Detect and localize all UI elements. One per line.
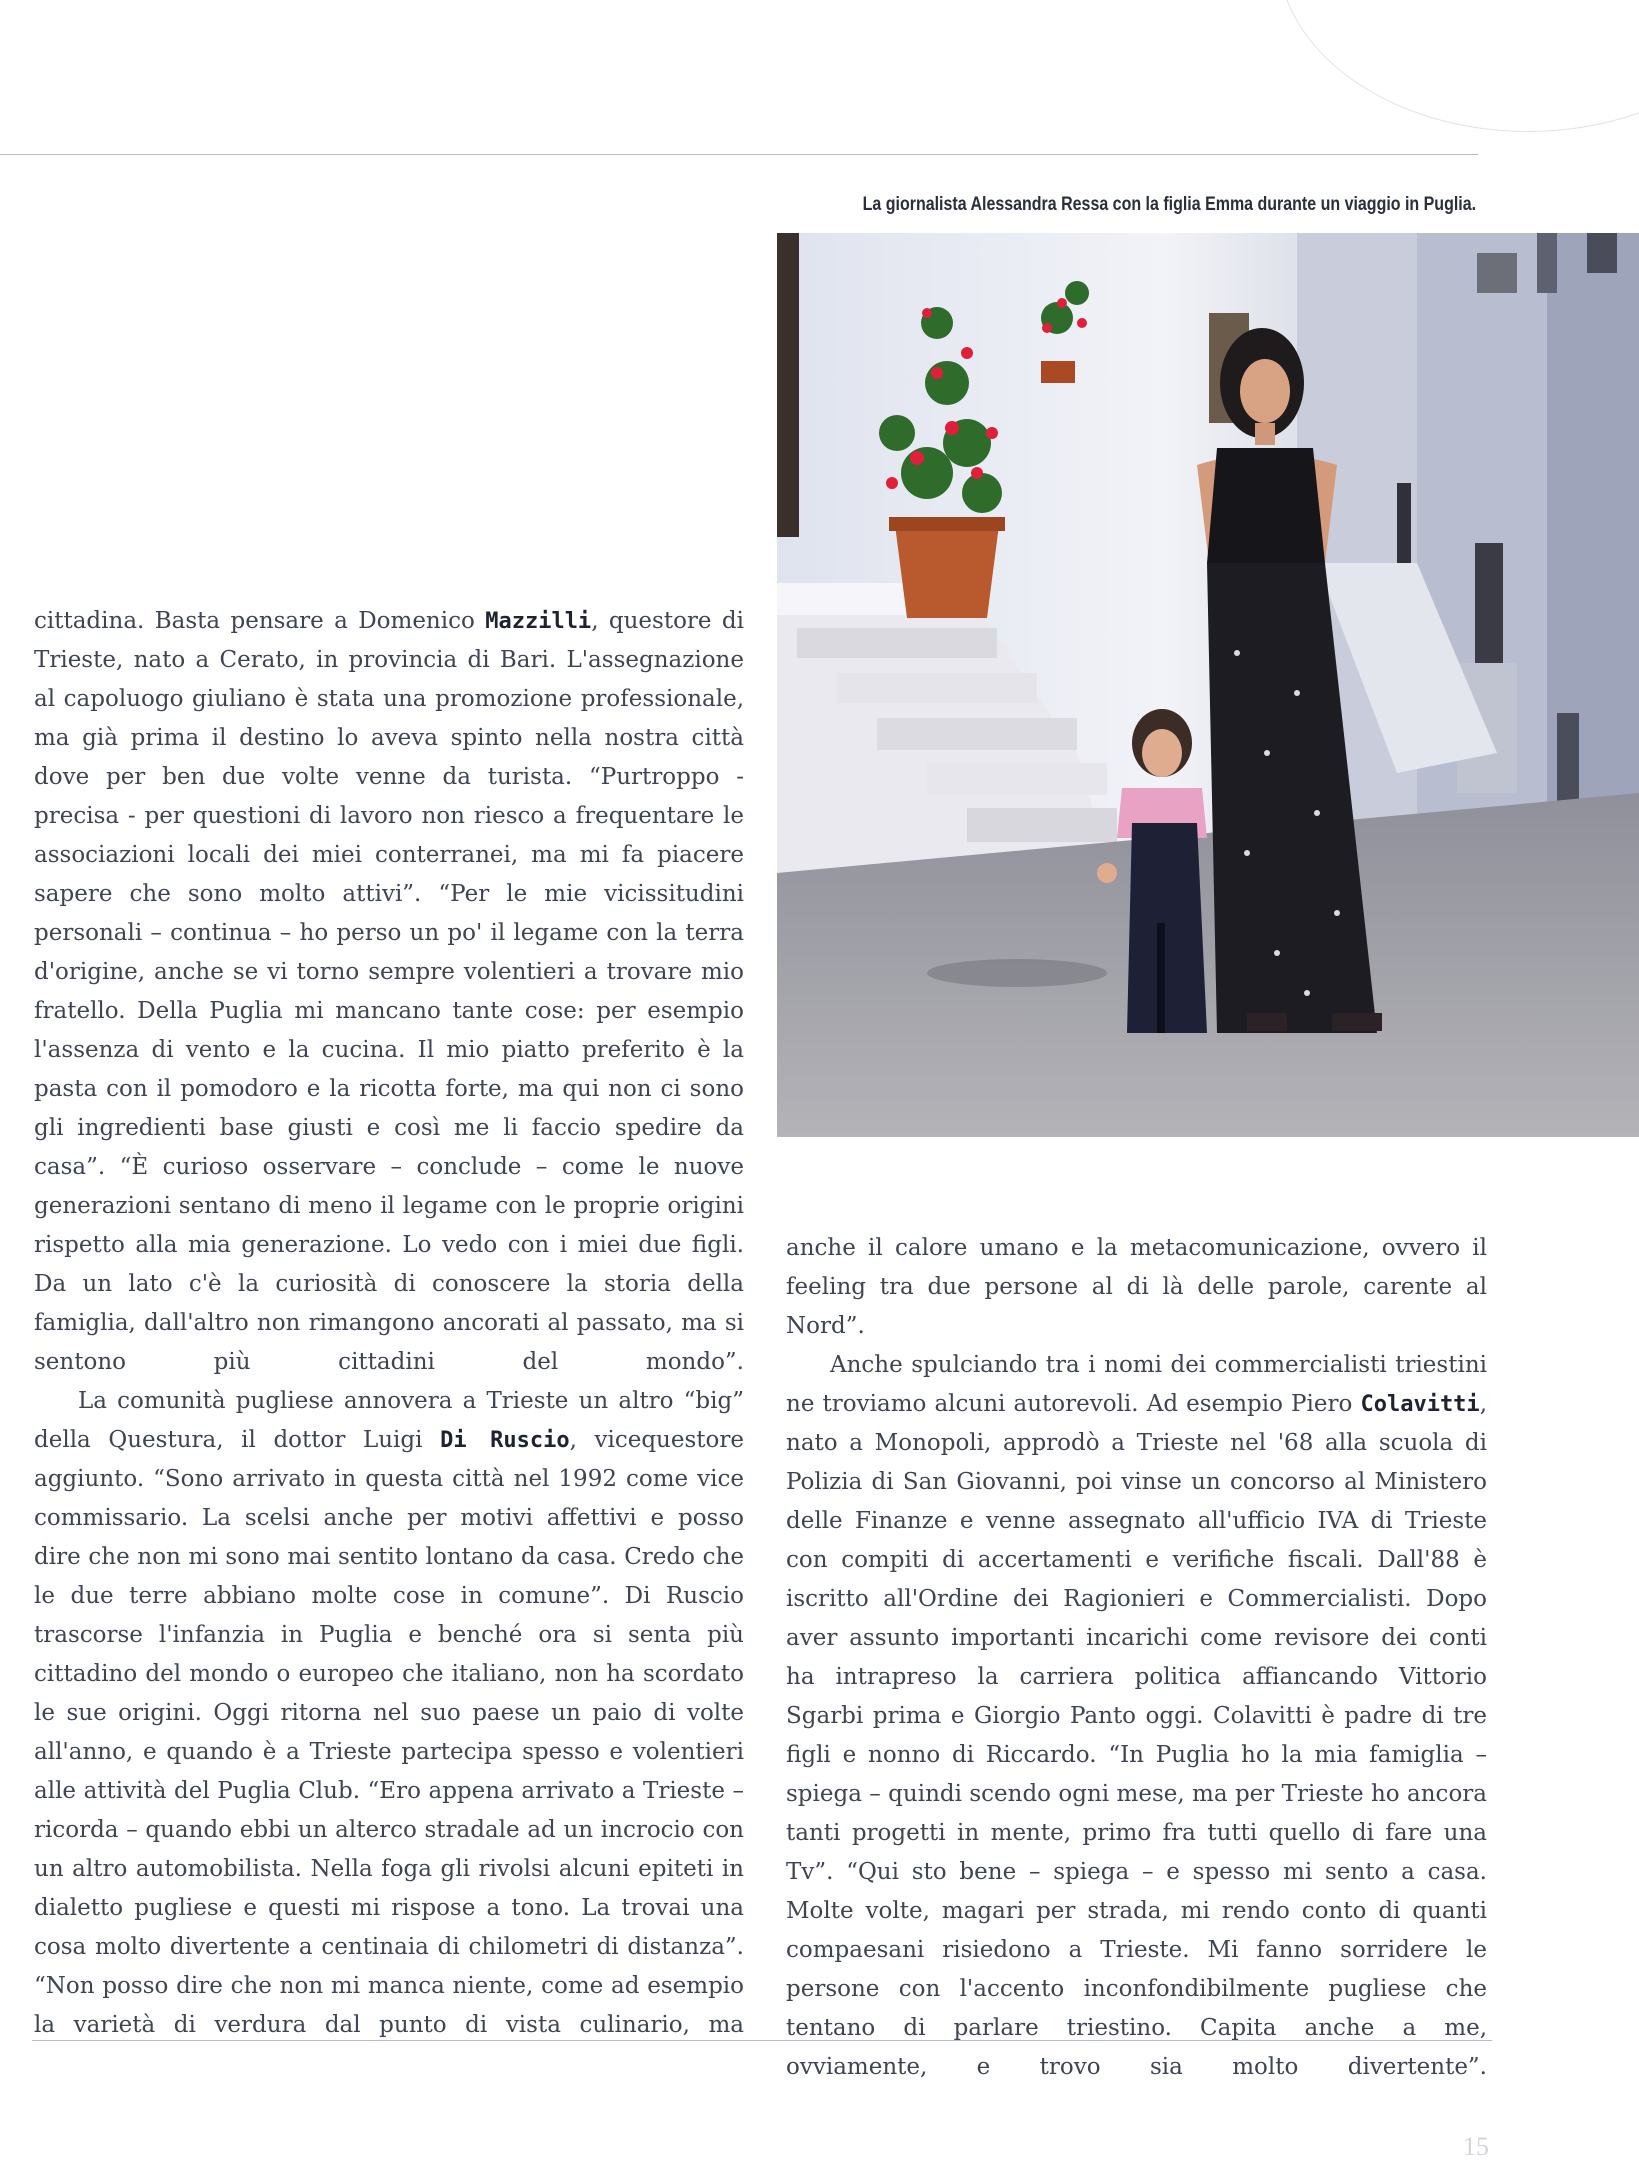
paragraph-continuation: anche il calore umano e la metacomunicazione, ovvero il feeling tra due persone al di là delle parole, carente al Nord”. (786, 1235, 1487, 1339)
left-column (34, 602, 744, 2045)
page-number: 15 (1463, 2132, 1489, 2161)
photo (777, 233, 1639, 1137)
decorative-corner-arc (1277, 0, 1639, 132)
name-mazzilli: Mazzilli (485, 609, 592, 634)
top-rule (0, 154, 1478, 155)
right-column (786, 1229, 1487, 2087)
paragraph-mazzilli: cittadina. Basta pensare a Domenico Mazzilli, questore di Trieste, nato a Cerato, in provincia di Bari. L'assegnazione al capoluogo giuliano è stata una promozione professionale, ma già prima il destino lo aveva spinto nella nostra città dove per ben due volte venne da turista. “Purtroppo - precisa - per questioni di lavoro non riesco a frequentare le associazioni locali dei miei conterranei, ma mi fa piacere sapere che sono molto attivi”. “Per le mie vicissitudini personali – continua – ho perso un po' il legame con la terra d'origine, anche se vi torno sempre volentieri a trovare mio fratello. Della Puglia mi mancano tante cose: per esempio l'assenza di vento e la cucina. Il mio piatto preferito è la pasta con il pomodoro e la ricotta forte, ma qui non ci sono gli ingredienti base giusti e così me li faccio spedire da casa”. “È curioso osservare – conclude – come le nuove generazioni sentano di meno il legame con le proprie origini rispetto alla mia generazione. Lo vedo con i miei due figli. Da un lato c'è la curiosità di conoscere la storia della famiglia, dall'altro non rimangono ancorati al passato, ma si sentono più cittadini del mondo”. (34, 608, 744, 1375)
name-colavitti: Colavitti (1360, 1392, 1480, 1417)
photo-illustration (777, 233, 1639, 1137)
photo-caption: La giornalista Alessandra Ressa con la figlia Emma durante un viaggio in Puglia. (862, 193, 1476, 215)
paragraph-di-ruscio: La comunità pugliese annovera a Trieste un altro “big” della Questura, il dottor Luigi Di Ruscio, vicequestore aggiunto. “Sono arrivato in questa città nel 1992 come vice commissario. La scelsi anche per motivi affettivi e posso dire che non mi sono mai sentito lontano da casa. Credo che le due terre abbiano molte cose in comune”. Di Ruscio trascorse l'infanzia in Puglia e benché ora si senta più cittadino del mondo o europeo che italiano, non ha scordato le sue origini. Oggi ritorna nel suo paese un paio di volte all'anno, e quando è a Trieste partecipa spesso e volentieri alle attività del Puglia Club. “Ero appena arrivato a Trieste – ricorda – quando ebbi un alterco stradale ad un incrocio con un altro automobilista. Nella foga gli rivolsi alcuni epiteti in dialetto pugliese e questi mi rispose a tono. La trovai una cosa molto divertente a centinaia di chilometri di distanza”. “Non posso dire che non mi manca niente, come ad esempio la varietà di verdura dal punto di vista culinario, ma (34, 1388, 744, 2038)
paragraph-colavitti: Anche spulciando tra i nomi dei commercialisti triestini ne troviamo alcuni autorevoli. Ad esempio Piero Colavitti, nato a Monopoli, approdò a Trieste nel '68 alla scuola di Polizia di San Giovanni, poi vinse un concorso al Ministero delle Finanze e venne assegnato all'ufficio IVA di Trieste con compiti di accertamenti e verifiche fiscali. Dall'88 è iscritto all'Ordine dei Ragionieri e Commercialisti. Dopo aver assunto importanti incarichi come revisore dei conti ha intrapreso la carriera politica affiancando Vittorio Sgarbi prima e Giorgio Panto oggi. Colavitti è padre di tre figli e nonno di Riccardo. “In Puglia ho la mia famiglia – spiega – quindi scendo ogni mese, ma per Trieste ho ancora tanti progetti in mente, primo fra tutti quello di fare una Tv”. “Qui sto bene – spiega – e spesso mi sento a casa. Molte volte, magari per strada, mi rendo conto di quanti compaesani risiedono a Trieste. Mi fanno sorridere le persone con l'accento inconfondibilmente pugliese che tentano di parlare triestino. Capita anche a me, ovviamente, e trovo sia molto divertente”. (786, 1352, 1487, 2080)
bottom-rule (32, 2040, 1492, 2041)
name-di-ruscio: Di Ruscio (440, 1428, 570, 1453)
